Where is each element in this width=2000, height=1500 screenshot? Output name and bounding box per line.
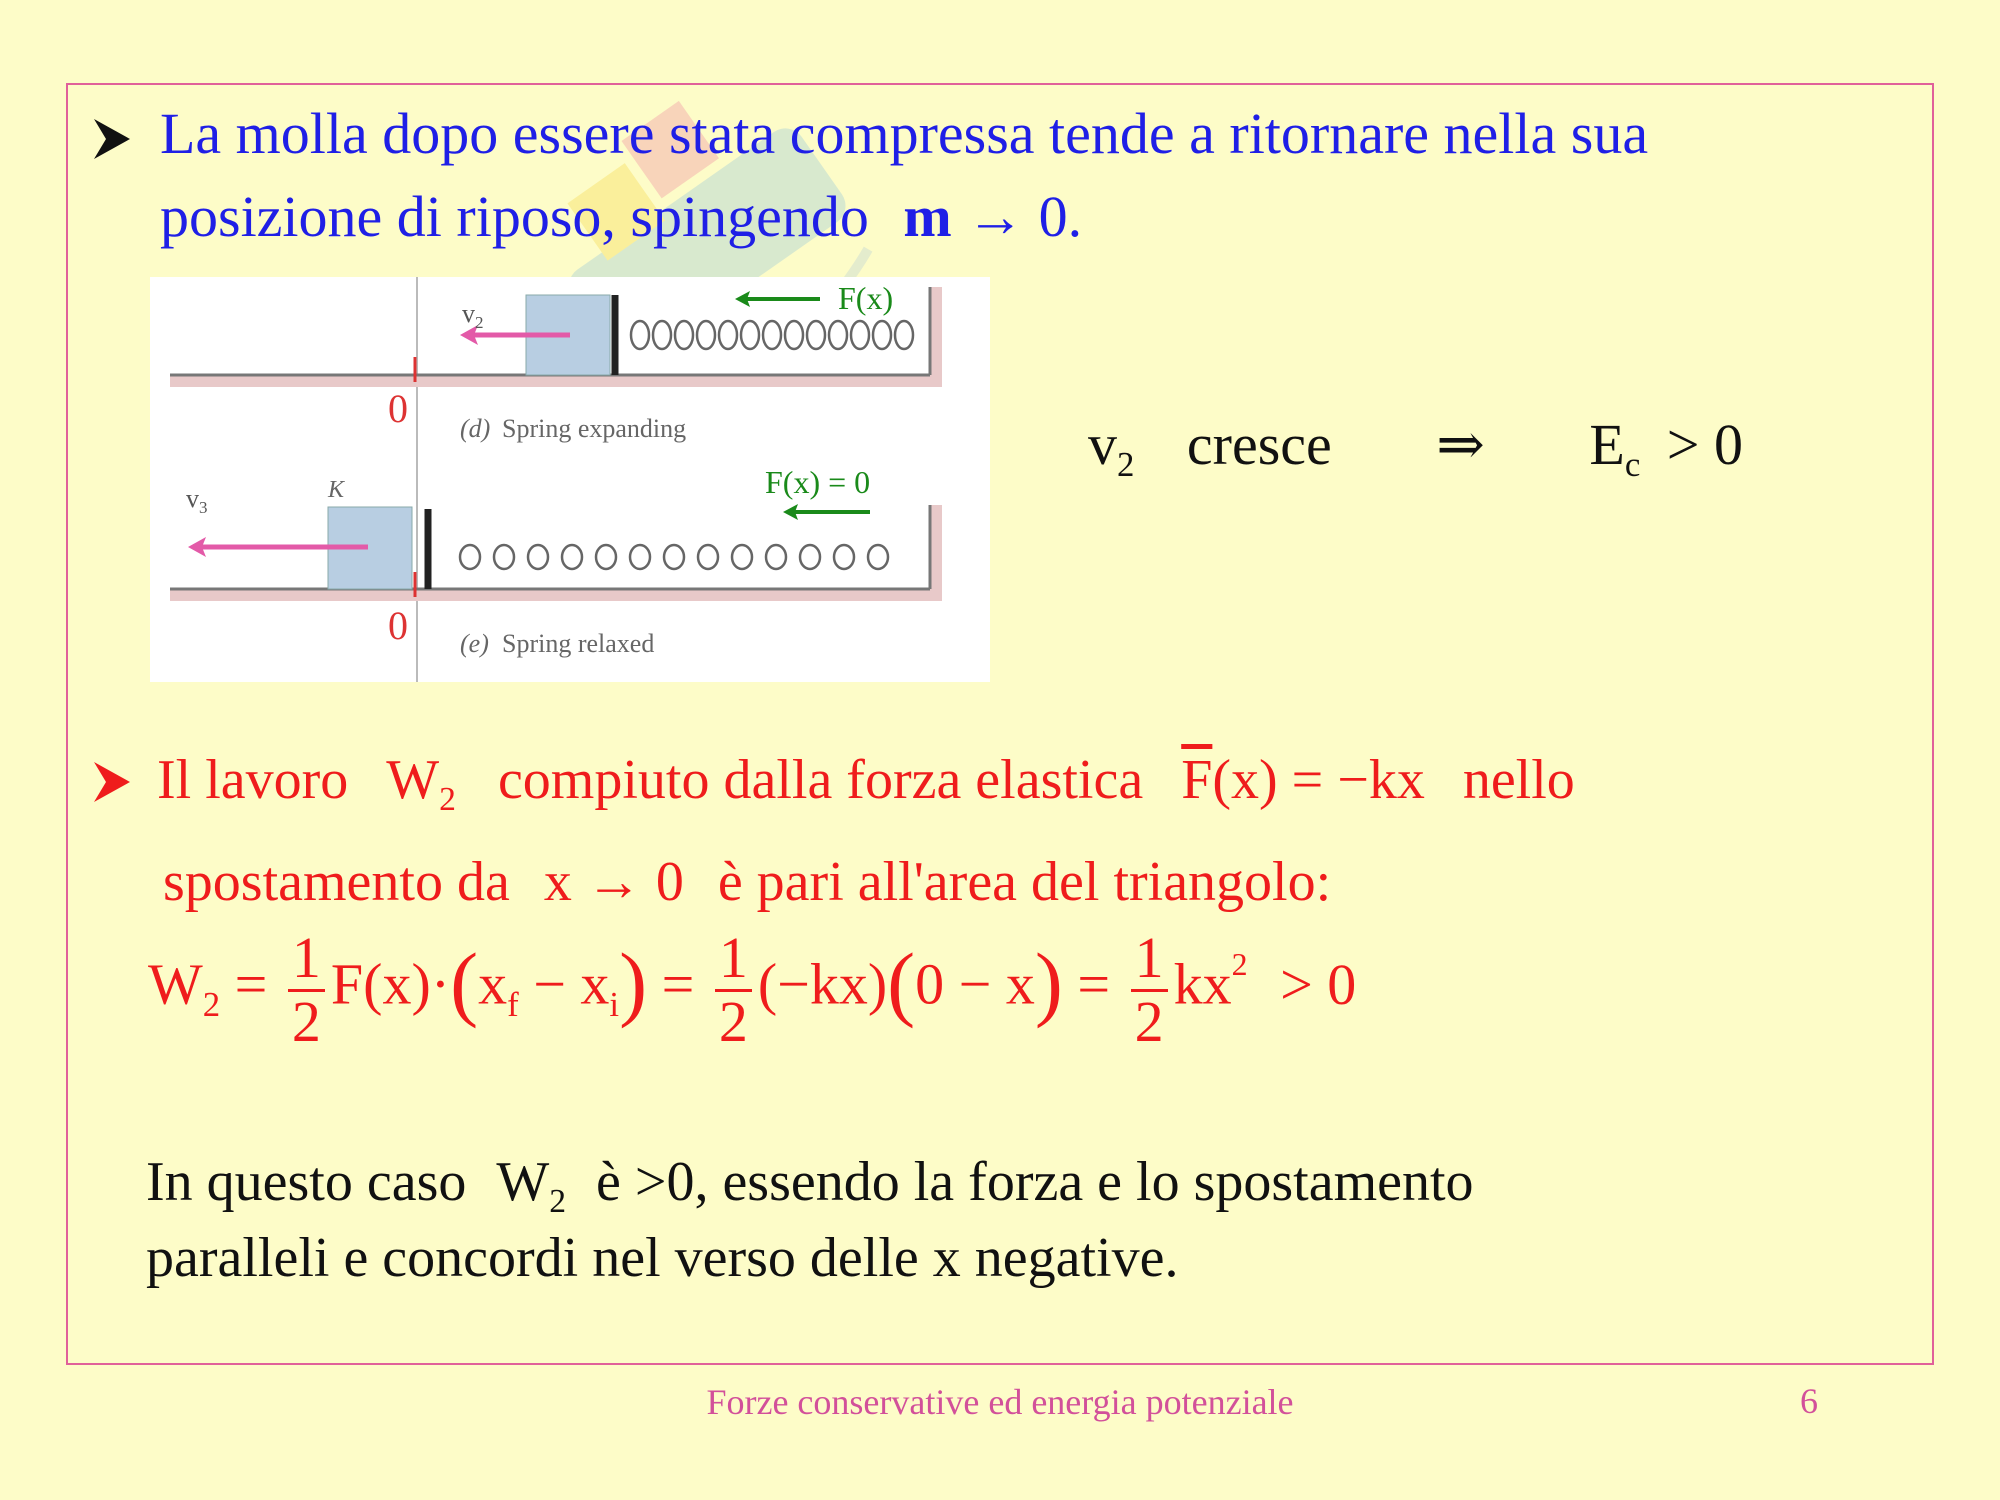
origin-label-e: 0 (388, 603, 408, 648)
v2-label: $v_2$ (462, 299, 484, 332)
bullet2-line2-a: spostamento da (163, 851, 510, 913)
eq-work-subscript: 2 (202, 984, 221, 1024)
kinetic-energy-relation (1088, 410, 1743, 485)
bullet-arrow-icon-red (92, 760, 132, 804)
page-number: 6 (1800, 1381, 1818, 1421)
eq-sign-1: = (234, 951, 268, 1017)
v3-label: $v_3$ (186, 484, 208, 517)
energy-condition: > 0 (1666, 412, 1743, 477)
arrow-symbol: → (966, 184, 1025, 249)
bullet1-line2 (160, 183, 1082, 250)
eq-f-sub: f (507, 984, 519, 1024)
bullet2-line1 (157, 748, 1575, 819)
v-subscript: 2 (1117, 445, 1135, 485)
footer-title: Forze conservative ed energia potenziale (706, 1382, 1294, 1422)
work-symbol: W (386, 749, 440, 811)
bullet2-text-a: Il lavoro (157, 749, 349, 811)
force-label-d: F(x) (838, 280, 894, 316)
conclusion-text-a: In questo caso (146, 1151, 467, 1213)
conclusion-line1 (146, 1150, 1474, 1221)
eq-sign-2: = (661, 951, 695, 1017)
force-label-e: F(x) = 0 (765, 464, 871, 500)
relation-text: cresce (1186, 412, 1332, 477)
bullet1-end: 0. (1038, 184, 1083, 249)
conclusion-work-symbol: W (496, 1151, 550, 1213)
implies-symbol: ⇒ (1436, 412, 1485, 477)
spring-diagram (150, 277, 990, 682)
caption-d: Spring expanding (502, 414, 687, 443)
origin-label-d: 0 (388, 386, 408, 431)
bullet2-text-c: nello (1462, 749, 1575, 811)
eq-zero-minus-x: 0 − x (915, 951, 1035, 1017)
caption-letter-d: (d) (460, 414, 491, 443)
block-label: K (328, 477, 345, 503)
work-subscript: 2 (439, 780, 456, 818)
eq-minus: − (533, 951, 566, 1017)
work-equation: $W_2$ = $\frac{1}{2}$ $F(x)\cdot(x_f - x_i)$ = $\frac{1}{2}$ (−kx)(0 − x) = $\frac{1}{2}$ $kx^2 > 0$ (148, 925, 1357, 1054)
eq-work-symbol: W (148, 951, 203, 1017)
bullet2-line2-b: x → 0 (543, 851, 684, 913)
energy-subscript: c (1624, 445, 1641, 485)
bullet2-line2 (163, 850, 1331, 914)
eq-minus-kx: (−kx) (757, 951, 888, 1017)
bullet1-line2-text: posizione di riposo, spingendo (160, 184, 869, 249)
eq-i-sub: i (609, 984, 620, 1024)
eq-xf: x (478, 951, 508, 1017)
v-symbol: v (1088, 412, 1117, 477)
eq-kx: kx (1173, 951, 1232, 1017)
eq-positive: > 0 (1280, 951, 1357, 1017)
conclusion-work-subscript: 2 (549, 1182, 567, 1220)
eq-force: F(x)· (330, 951, 451, 1017)
fraction-half-2: $\frac{1}{2}$ (715, 928, 752, 1053)
bullet2-line2-c: è pari all'area del triangolo: (717, 851, 1332, 913)
conclusion-line2: paralleli e concordi nel verso delle x negative. (146, 1227, 1179, 1289)
bullet2-text-b: compiuto dalla forza elastica (497, 749, 1144, 811)
fraction-half-1: $\frac{1}{2}$ (288, 928, 325, 1053)
caption-e: Spring relaxed (502, 629, 655, 658)
eq-sign-3: = (1077, 951, 1111, 1017)
force-formula: (x) = −kx (1212, 749, 1425, 811)
energy-symbol: E (1589, 412, 1625, 477)
fraction-half-3: $\frac{1}{2}$ (1131, 928, 1168, 1053)
bullet-arrow-icon (92, 117, 132, 161)
eq-exponent: 2 (1231, 947, 1248, 982)
eq-xi: x (580, 951, 610, 1017)
conclusion-text-b: è >0, essendo la forza e lo spostamento (596, 1151, 1474, 1213)
spring-figure (150, 277, 990, 682)
force-symbol: $\overline{F}$ (1181, 749, 1213, 811)
bullet1-line1: La molla dopo essere stata compressa tende a ritornare nella sua (160, 101, 1649, 166)
mass-symbol: m (903, 184, 952, 249)
caption-letter-e: (e) (460, 629, 489, 658)
